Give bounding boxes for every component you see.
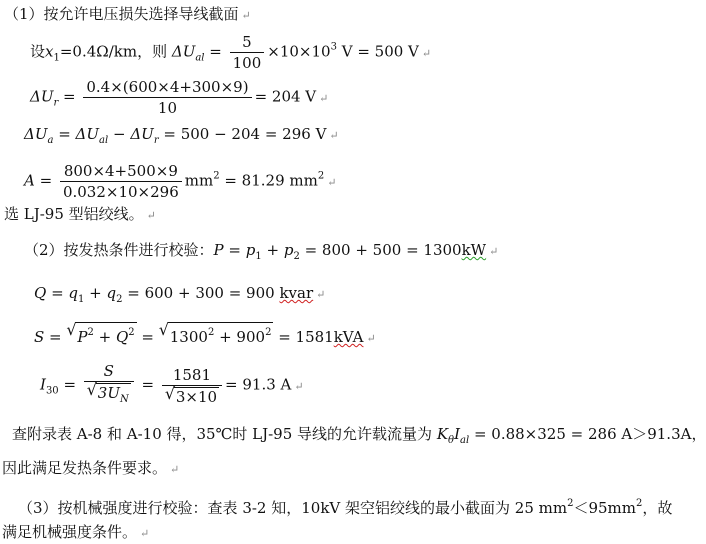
equation-active-voltage-loss: $\Delta U_a = \Delta U_{al} - \Delta U_r = 500 - 204 = 296$ V ↵ — [24, 125, 339, 146]
equation-apparent-power: S = √ $P^2 + Q^2$ = √ $1300^2 + 900^2 = 1581kVA$ ↵ — [34, 322, 376, 349]
step3-line2: 满足机械强度条件。 ↵ — [2, 523, 150, 541]
step3-line: （3）按机械强度进行校验：查表 3-2 知，10kV 架空铝绞线的最小截面为 25 $mm^2<95mm^2$，故 — [18, 498, 673, 517]
paragraph-mark-icon: ↵ — [241, 9, 251, 22]
ampacity-paragraph-line1: 查附录表 A-8 和 A-10 得，35℃时 LJ-95 导线的允许载流量为 $K_\theta I_{al} = 0.88\times 325 = 286$ A＞91.3A， — [12, 425, 706, 446]
sqrt: √ $1300^2 + 900^2$ — [159, 322, 274, 347]
equation-reactive-power: $Q = q_1 + q_2 = 600 + 300 = 900$ kvar ↵ — [34, 284, 326, 305]
ampacity-paragraph-line2: 因此满足发热条件要求。 ↵ — [2, 459, 180, 477]
equation-current: $I_{30}$ = S √ $3U_N$ = 1581 √ 3×10 = 91.3 A ↵ — [40, 362, 304, 409]
step2-title: （2）按发热条件进行校验： — [24, 241, 214, 259]
conductor-choice: 选 LJ-95 型铝绞线。 ↵ — [4, 205, 156, 223]
equation-cross-section: A = $\frac{800\times 4+500\times 9}{0.032\times 10\times 296}$ $mm^2 = 81.29$ $mm^2$ ↵ — [24, 162, 337, 201]
equation-allowed-voltage-loss: 设$x_1=0.4\Omega/km$，则 $\Delta U_{al}$ = $\frac{5}{100}$ $\times 10\times 10^3$ V = 500 V ↵ — [30, 33, 432, 72]
step1-title: （1）按允许电压损失选择导线截面 ↵ — [4, 5, 251, 23]
step3-title: （3）按机械强度进行校验： — [18, 499, 208, 517]
fraction: $\frac{5}{100}$ — [230, 33, 265, 72]
fraction: 1581 √ 3×10 — [162, 366, 222, 406]
sqrt: √ $P^2 + Q^2$ — [66, 322, 136, 347]
step2-line: （2）按发热条件进行校验：$P = p_1 + p_2 = 800 + 500 = 1300kW$ ↵ — [24, 241, 499, 262]
fraction: $\frac{800\times 4+500\times 9}{0.032\times 10\times 296}$ — [60, 162, 182, 201]
fraction: S √ $3U_N$ — [84, 362, 134, 409]
equation-reactive-voltage-loss: $\Delta U_r$ = $\frac{0.4\times(600\times 4+300\times 9)}{10}$ = 204 V ↵ — [30, 78, 329, 117]
fraction: $\frac{0.4\times(600\times 4+300\times 9)}{10}$ — [83, 78, 251, 117]
